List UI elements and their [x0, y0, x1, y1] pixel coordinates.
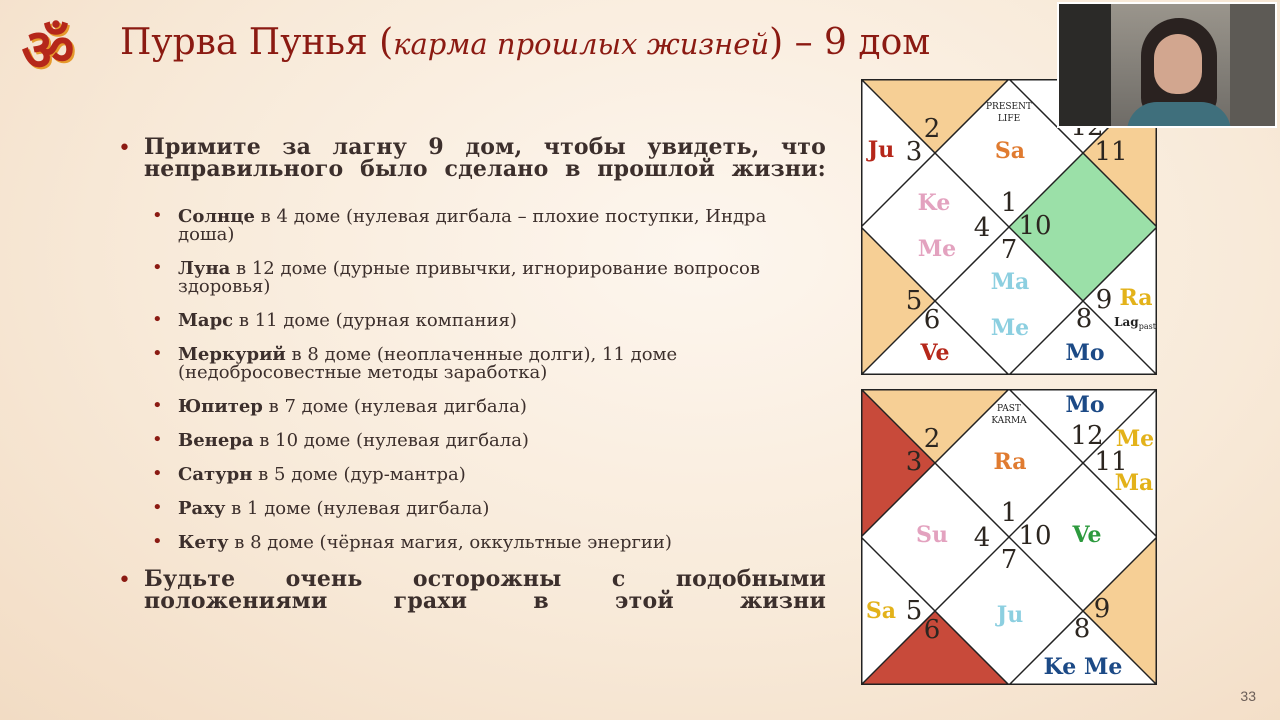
webcam-background-left [1059, 4, 1111, 128]
bullet-dot: • [152, 429, 163, 450]
house-number-11: 11 [1094, 447, 1128, 477]
planet-desc: в 8 доме (неоплаченные долги), 11 доме (недобросовестные методы заработка) [178, 344, 678, 383]
list-item [152, 205, 826, 245]
lagna-text: Lag [1114, 314, 1139, 329]
house-number-2: 2 [923, 114, 941, 144]
planet-name: Солнце [178, 206, 255, 227]
planet-mo: Mo [1065, 340, 1105, 366]
house-number-10: 10 [1018, 521, 1052, 551]
house-number-8: 8 [1073, 614, 1091, 644]
list-item [152, 309, 826, 331]
planet-ju: Ju [996, 602, 1024, 628]
house-number-3: 3 [905, 447, 923, 477]
slide-title [120, 22, 930, 63]
bullet-dot: • [118, 136, 131, 161]
house-number-3: 3 [905, 137, 923, 167]
list-item [152, 531, 826, 553]
house-number-6: 6 [923, 615, 941, 645]
intro-text: Примите за лагну 9 дом, чтобы увидеть, что неправильного было сделано в прошлой жизни: [144, 134, 826, 182]
bullet-dot: • [152, 463, 163, 484]
planet-desc: в 11 доме (дурная компания) [233, 310, 517, 331]
house-number-7: 7 [1000, 235, 1018, 265]
bullet-dot: • [152, 257, 163, 278]
planet-ma: Ma [1114, 470, 1154, 496]
slide-body [118, 136, 826, 634]
house-number-10: 10 [1018, 211, 1052, 241]
planet-me: Me [1115, 426, 1155, 452]
planet-name: Сатурн [178, 464, 253, 485]
planet-sa: Sa [865, 598, 897, 624]
planet-ke-me: Ke Me [1043, 654, 1123, 680]
house-number-6: 6 [923, 305, 941, 335]
planet-ju: Ju [867, 137, 895, 163]
planet-ra: Ra [1119, 285, 1153, 311]
planet-name: Меркурий [178, 344, 286, 365]
house-number-4: 4 [973, 213, 991, 243]
planet-desc: в 1 доме (нулевая дигбала) [225, 498, 490, 519]
planet-desc: в 7 доме (нулевая дигбала) [262, 396, 527, 417]
chart-caption [986, 101, 1032, 125]
house-number-2: 2 [923, 424, 941, 454]
house-number-8: 8 [1075, 304, 1093, 334]
house-number-5: 5 [905, 596, 923, 626]
list-item [152, 497, 826, 519]
planet-me-2: Me [990, 315, 1030, 341]
presenter-face [1154, 34, 1202, 94]
om-logo: ॐ [21, 16, 75, 84]
main-bullet-intro [118, 136, 826, 202]
planet-ra: Ra [993, 449, 1027, 475]
house-number-7: 7 [1000, 545, 1018, 575]
planet-desc: в 12 доме (дурные привычки, игнорирование вопросов здоровья) [178, 258, 761, 297]
bullet-dot: • [152, 395, 163, 416]
bullet-dot: • [152, 205, 163, 226]
planet-su: Su [916, 522, 948, 548]
bullet-dot: • [118, 568, 131, 593]
caption-line1: PAST [997, 404, 1021, 414]
bullet-dot: • [152, 343, 163, 364]
house-number-4: 4 [973, 523, 991, 553]
title-main: Пурва Пунья ( [120, 22, 394, 63]
webcam-background-right [1230, 4, 1275, 128]
list-item [152, 429, 826, 451]
planet-ma: Ma [990, 269, 1030, 295]
presenter-body [1127, 102, 1231, 128]
lagna-label [1114, 315, 1156, 331]
past-karma-chart [861, 389, 1157, 685]
planet-me: Me [917, 236, 957, 262]
past-chart-grid [861, 389, 1157, 685]
caption-line2: LIFE [997, 114, 1021, 124]
house-number-12: 12 [1070, 421, 1104, 451]
list-item [152, 257, 826, 297]
list-item [152, 343, 826, 383]
bullet-dot: • [152, 309, 163, 330]
planet-desc: в 5 доме (дур-мантра) [252, 464, 466, 485]
planet-ke: Ke [917, 190, 951, 216]
planet-name: Марс [178, 310, 234, 331]
house-number-11: 11 [1094, 137, 1128, 167]
closing-text: Будьте очень осторожны с подобными положениями грахи в этой жизни [144, 566, 826, 614]
house-number-9: 9 [1093, 594, 1111, 624]
planet-name: Раху [178, 498, 226, 519]
planet-desc: в 10 доме (нулевая дигбала) [253, 430, 529, 451]
house-number-5: 5 [905, 286, 923, 316]
planet-sa: Sa [994, 138, 1026, 164]
title-italic: карма прошлых жизней [393, 27, 770, 61]
planet-name: Кету [178, 532, 229, 553]
planet-desc: в 4 доме (нулевая дигбала – плохие поступки, Индра доша) [178, 206, 767, 245]
planet-ve: Ve [920, 340, 950, 366]
planet-desc: в 8 доме (чёрная магия, оккультные энергии) [228, 532, 672, 553]
planet-name: Венера [178, 430, 254, 451]
caption-line1: PRESENT [985, 102, 1033, 112]
planet-mo: Mo [1065, 392, 1105, 418]
planet-list [118, 205, 826, 553]
main-bullet-closing [118, 568, 826, 634]
house-number-9: 9 [1095, 285, 1113, 315]
page-number: 33 [1240, 688, 1256, 704]
house-number-1: 1 [1000, 498, 1018, 528]
list-item [152, 463, 826, 485]
planet-ve: Ve [1072, 522, 1102, 548]
chart-caption [991, 403, 1026, 427]
lagna-subscript: past [1138, 322, 1156, 332]
bullet-dot: • [152, 531, 163, 552]
house-number-1: 1 [1000, 188, 1018, 218]
caption-line2: KARMA [991, 416, 1027, 426]
list-item [152, 395, 826, 417]
title-end: ) – 9 дом [769, 22, 931, 63]
bullet-dot: • [152, 497, 163, 518]
presenter-webcam [1057, 2, 1277, 128]
planet-name: Луна [178, 258, 231, 279]
planet-name: Юпитер [178, 396, 263, 417]
